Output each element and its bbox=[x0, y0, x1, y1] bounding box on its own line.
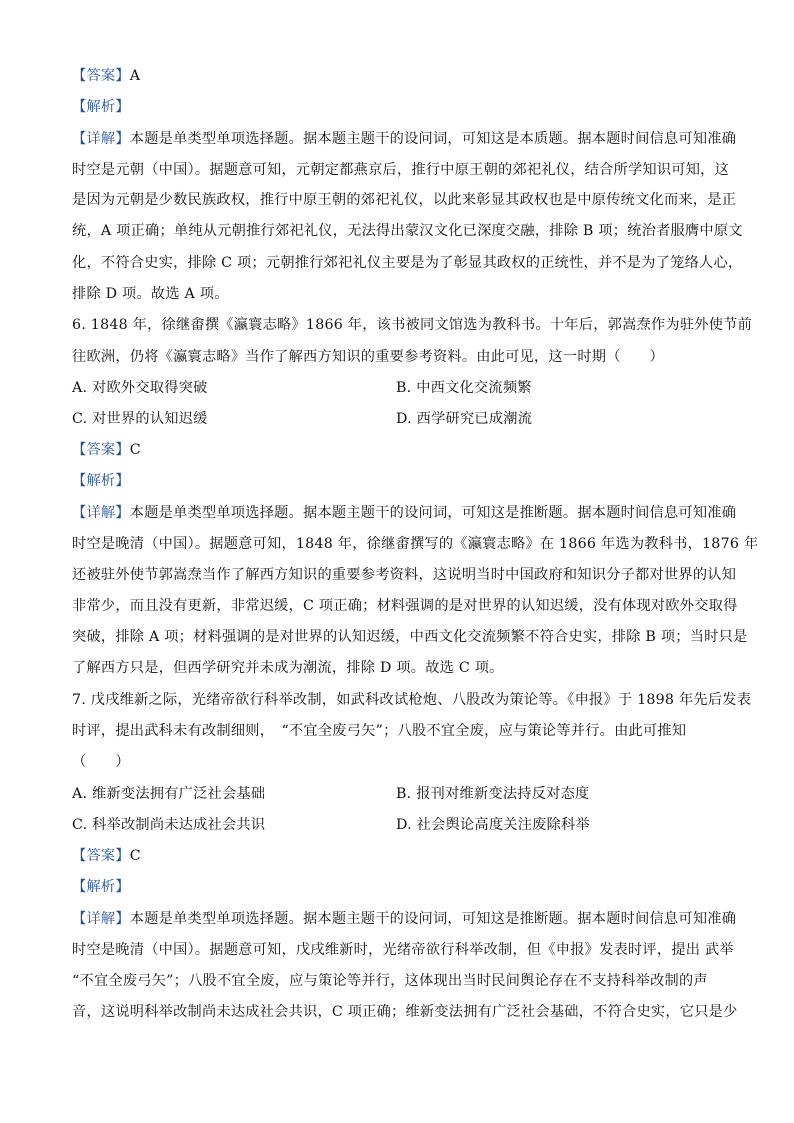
detail-line bbox=[72, 129, 737, 149]
question-7-stem: 时评，提出武科未有改制细则， “不宜全废弓矢”；八股不宜全废，应与策论等并行。由此可推知 bbox=[72, 723, 687, 739]
detail-line bbox=[72, 909, 737, 929]
question-7-stem: 7. 戊戌维新之际，光绪帝欲行科举改制，如武科改试枪炮、八股改为策论等。《申报》于 1898 年先后发表 bbox=[72, 692, 752, 708]
answer-line-q7 bbox=[72, 846, 728, 866]
option-d: D. 社会舆论高度关注废除科举 bbox=[396, 817, 590, 833]
answer-value: C bbox=[129, 442, 141, 458]
detail-line bbox=[72, 503, 737, 523]
detail-tag: 【详解】 bbox=[72, 505, 130, 521]
option-d: D. 西学研究已成潮流 bbox=[396, 411, 533, 427]
detail-line: 统，A 项正确；单纯从元朝推行郊祀礼仪，无法得出蒙汉文化已深度交融，排除 B 项；统治者服膺中原文 bbox=[72, 223, 743, 239]
answer-value: A bbox=[129, 68, 141, 84]
detail-line: 时空是晚清（中国）。据题意可知，戊戌维新时，光绪帝欲行科举改制，但《申报》发表时评，提出 武举 bbox=[72, 942, 734, 958]
analysis-heading: 【解析】 bbox=[72, 879, 130, 895]
question-6-stem: 6. 1848 年，徐继畬撰《瀛寰志略》1866 年，该书被同文馆选为教科书。十年后，郭嵩焘作为驻外使节前 bbox=[72, 317, 753, 333]
option-b: B. 中西文化交流频繁 bbox=[396, 380, 532, 396]
detail-line: 还被驻外使节郭嵩焘当作了解西方知识的重要参考资料，这说明当时中国政府和知识分子都对世界的认知 bbox=[72, 567, 737, 583]
option-c: C. 科举改制尚未达成社会共识 bbox=[72, 817, 266, 833]
detail-text: 本题是单类型单项选择题。据本题主题干的设问词，可知这是本质题。据本题时间信息可知准确 bbox=[129, 131, 737, 147]
detail-line: 突破，排除 A 项；材料强调的是对世界的认知迟缓，中西文化交流频繁不符合史实，排除 B 项；当时只是 bbox=[72, 629, 748, 645]
detail-line: 时空是晚清（中国）。据题意可知，1848 年，徐继畬撰写的《瀛寰志略》在 1866 年选为教科书，1876 年 bbox=[72, 536, 759, 552]
detail-line: 排除 D 项。故选 A 项。 bbox=[72, 286, 229, 302]
question-6-stem: 往欧洲，仍将《瀛寰志略》当作了解西方知识的重要参考资料。由此可见，这一时期（ ） bbox=[72, 349, 664, 365]
option-a: A. 对欧外交取得突破 bbox=[72, 380, 208, 396]
option-b: B. 报刊对维新变法持反对态度 bbox=[396, 786, 590, 802]
detail-line: “不宜全废弓矢”；八股不宜全废，应与策论等并行，这体现出当时民间舆论存在不支持科举改制的声 bbox=[72, 973, 708, 989]
detail-line: 是因为元朝是少数民族政权，推行中原王朝的郊祀礼仪，以此来彰显其政权也是中原传统文化而来，是正 bbox=[72, 192, 737, 208]
answer-line-q5 bbox=[72, 66, 728, 86]
analysis-heading: 【解析】 bbox=[72, 473, 130, 489]
option-a: A. 维新变法拥有广泛社会基础 bbox=[72, 786, 266, 802]
detail-line: 了解西方只是，但西学研究并未成为潮流，排除 D 项。故选 C 项。 bbox=[72, 660, 504, 676]
answer-tag: 【答案】 bbox=[72, 848, 130, 864]
answer-value: C bbox=[129, 848, 141, 864]
answer-tag: 【答案】 bbox=[72, 68, 130, 84]
detail-line: 化，不符合史实，排除 C 项；元朝推行郊祀礼仪主要是为了彰显其政权的正统性，并不是为了笼络人心， bbox=[72, 255, 743, 271]
question-7-stem: （ ） bbox=[72, 754, 130, 770]
answer-tag: 【答案】 bbox=[72, 442, 130, 458]
detail-text: 本题是单类型单项选择题。据本题主题干的设问词，可知这是推断题。据本题时间信息可知准确 bbox=[129, 505, 737, 521]
option-c: C. 对世界的认知迟缓 bbox=[72, 411, 208, 427]
detail-tag: 【详解】 bbox=[72, 131, 130, 147]
detail-line: 时空是元朝（中国）。据题意可知，元朝定都燕京后，推行中原王朝的郊祀礼仪，结合所学知识可知，这 bbox=[72, 162, 730, 178]
detail-tag: 【详解】 bbox=[72, 911, 130, 927]
detail-text: 本题是单类型单项选择题。据本题主题干的设问词，可知这是推断题。据本题时间信息可知准确 bbox=[129, 911, 737, 927]
analysis-heading: 【解析】 bbox=[72, 99, 130, 115]
detail-line: 非常少，而且没有更新，非常迟缓，C 项正确；材料强调的是对世界的认知迟缓，没有体现对欧外交取得 bbox=[72, 598, 738, 614]
detail-line: 音，这说明科举改制尚未达成社会共识，C 项正确；维新变法拥有广泛社会基础，不符合史实，它只是少 bbox=[72, 1004, 738, 1020]
answer-line-q6 bbox=[72, 440, 728, 460]
